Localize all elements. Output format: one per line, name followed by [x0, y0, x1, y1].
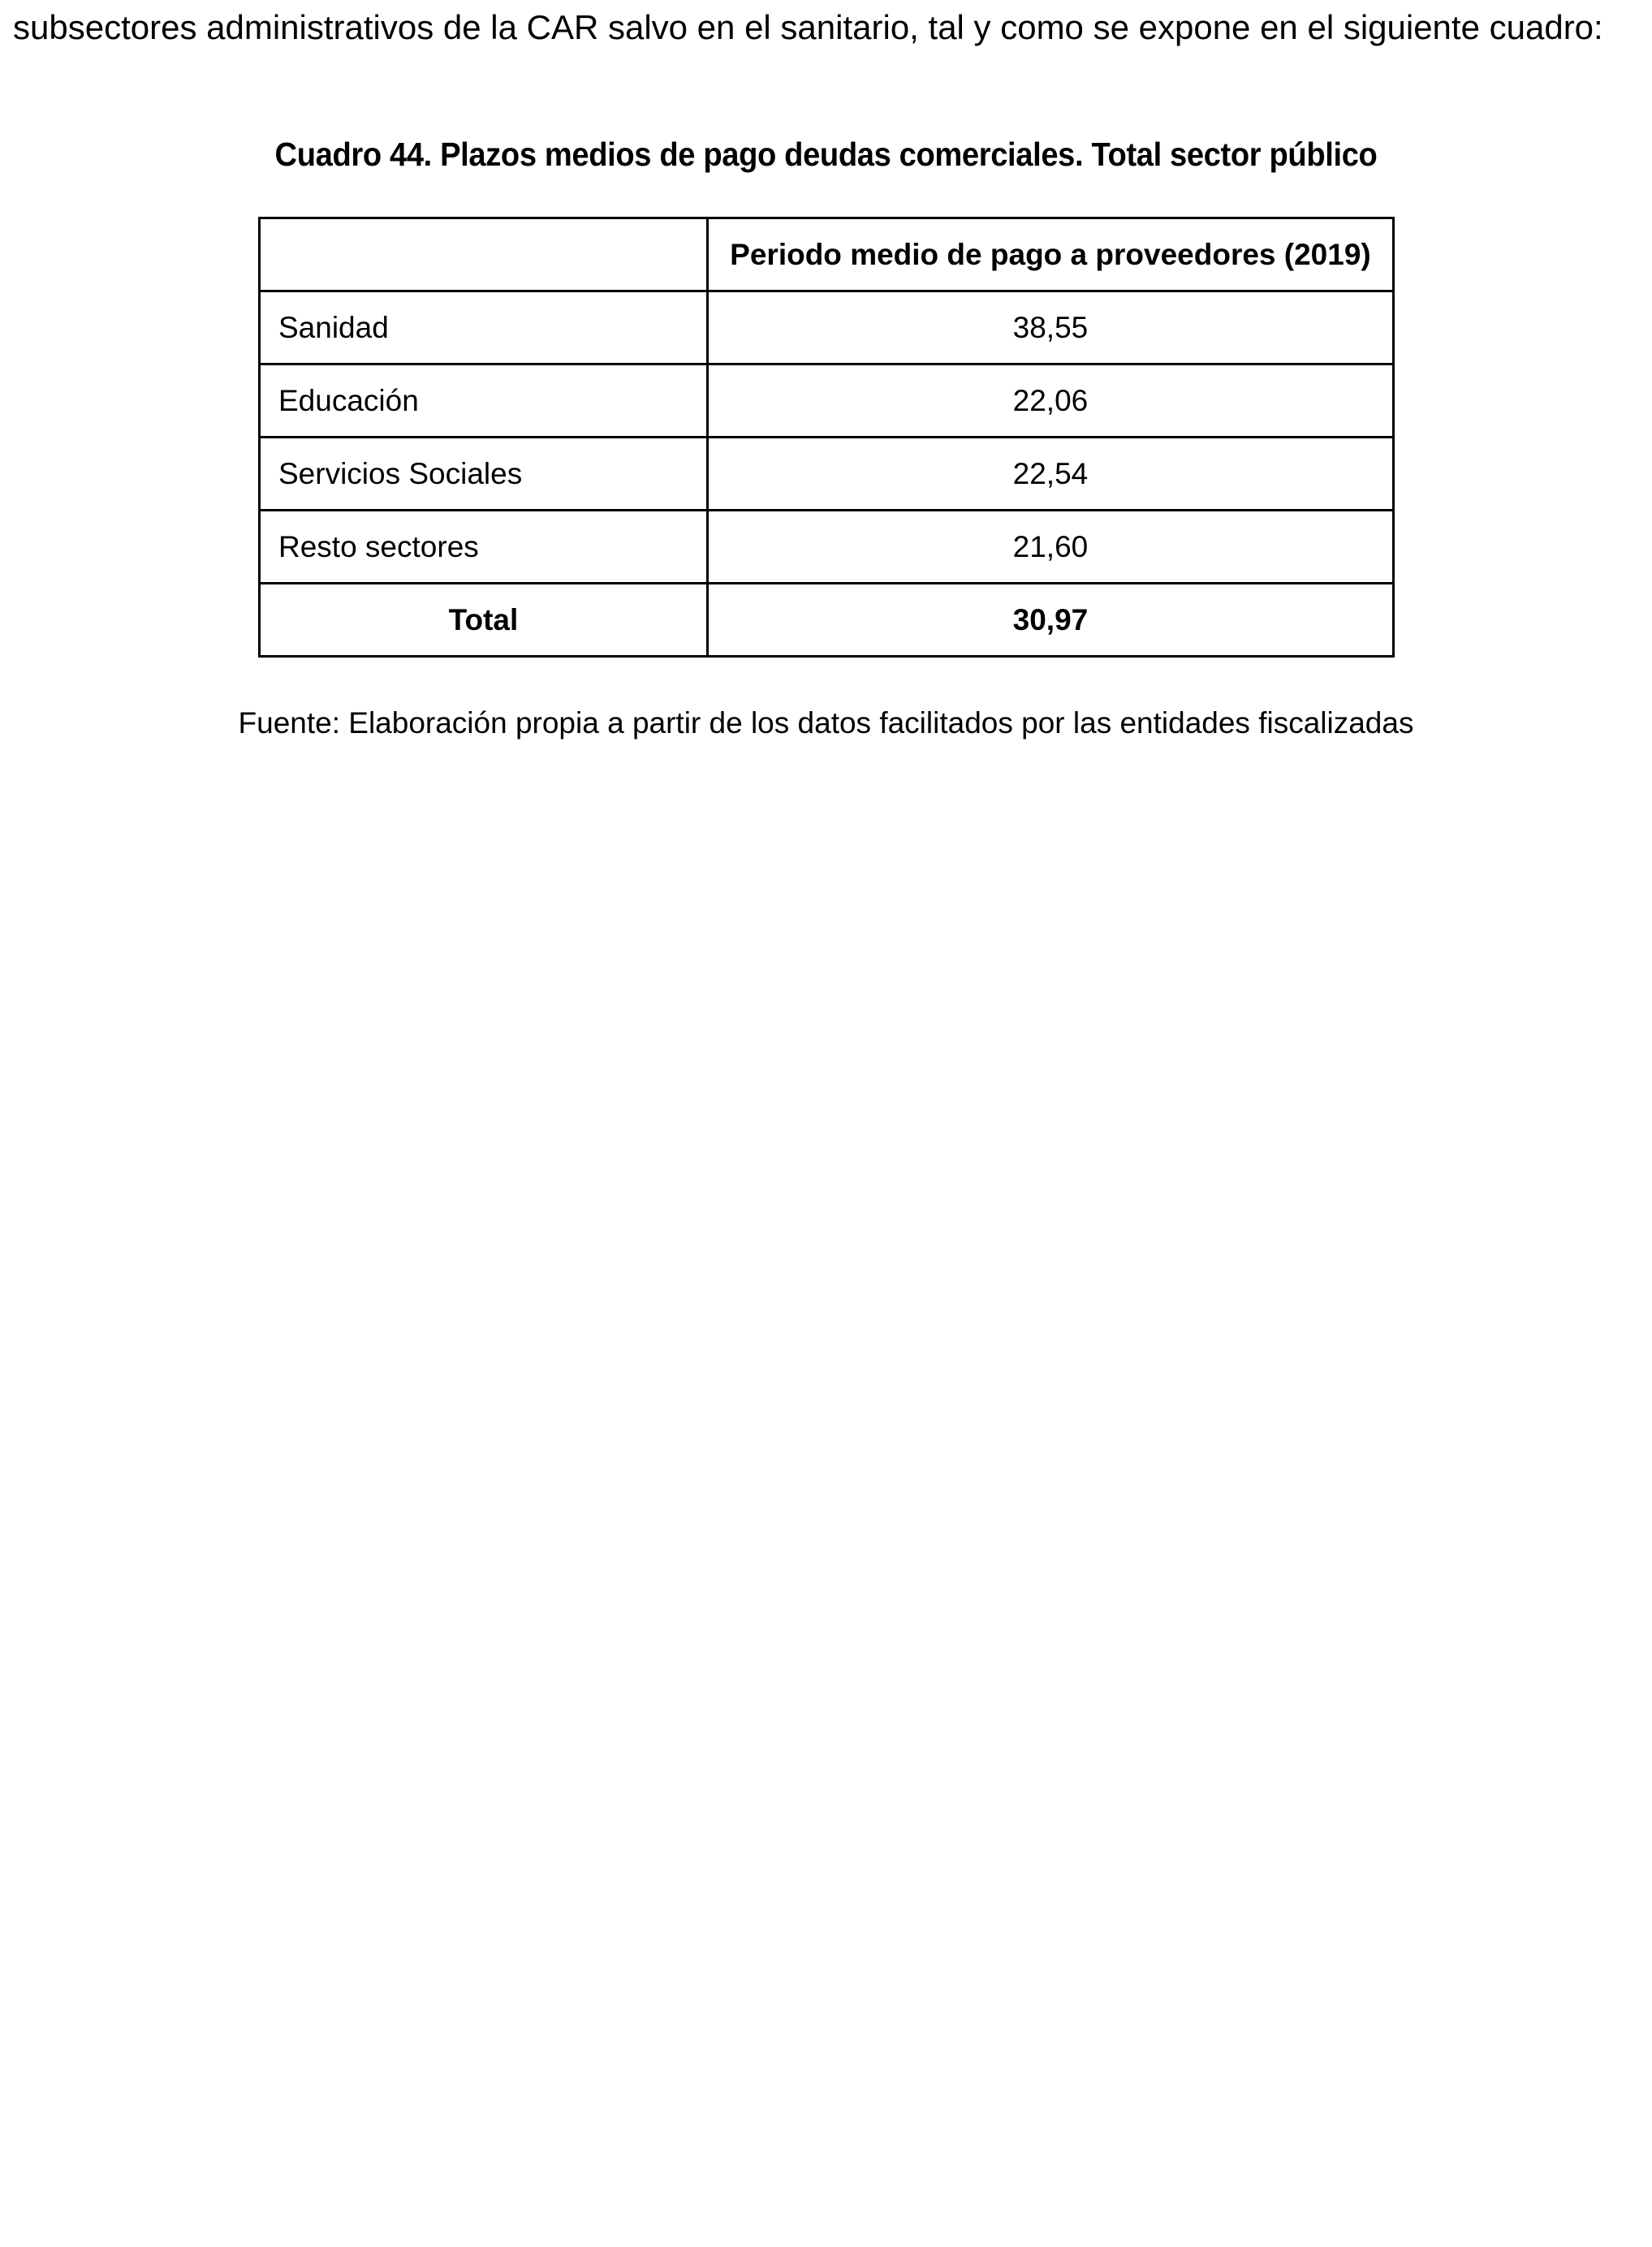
row-label: Sanidad: [260, 291, 708, 364]
table-row: [260, 364, 1394, 438]
table-caption: Cuadro 44. Plazos medios de pago deudas comerciales. Total sector público: [274, 136, 1378, 173]
row-value: 38,55: [707, 291, 1393, 364]
row-value: 21,60: [707, 511, 1393, 584]
intro-paragraph: subsectores administrativos de la CAR salvo en el sanitario, tal y como se expone en el siguiente cuadro:: [13, 8, 1603, 46]
row-value: 22,06: [707, 364, 1393, 438]
row-label: Resto sectores: [260, 511, 708, 584]
total-value: 30,97: [707, 584, 1393, 657]
table-row: [260, 438, 1394, 511]
row-label: Servicios Sociales: [260, 438, 708, 511]
row-label: Educación: [260, 364, 708, 438]
table-row: [260, 291, 1394, 364]
header-empty-cell: [260, 218, 708, 291]
source-note: Fuente: Elaboración propia a partir de los datos facilitados por las entidades fiscalizadas: [238, 706, 1414, 740]
table-header-row: [260, 218, 1394, 291]
table-total-row: [260, 584, 1394, 657]
payment-period-table: [258, 217, 1395, 658]
row-value: 22,54: [707, 438, 1393, 511]
table-row: [260, 511, 1394, 584]
header-period-cell: Periodo medio de pago a proveedores (2019): [707, 218, 1393, 291]
total-label: Total: [260, 584, 708, 657]
